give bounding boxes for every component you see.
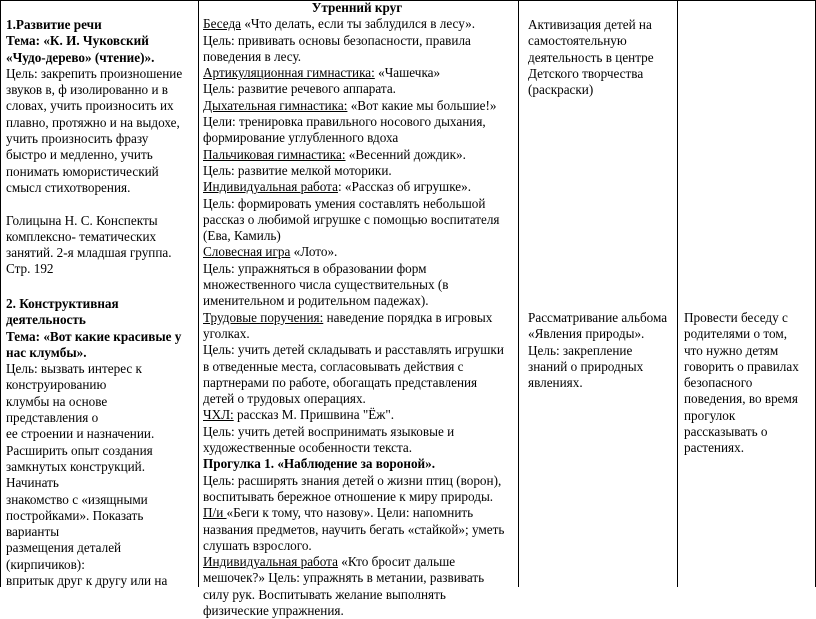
- activity-heading: Трудовые поручения:: [203, 309, 324, 325]
- lesson-1-source: [6, 213, 195, 278]
- activity-heading: Артикуляционная гимнастика:: [203, 65, 375, 81]
- text-line: звуков в, ф изолированно и в: [6, 82, 169, 98]
- activity-text: Цели: тренировка правильного носового дыхания,: [203, 114, 486, 130]
- activity-line: [203, 81, 511, 97]
- independent-activity-column: [528, 17, 676, 98]
- activity-line: [203, 489, 511, 505]
- activity-line: [203, 114, 511, 130]
- text-line: «Чудо-дерево» (чтение)».: [6, 49, 155, 65]
- activity-text: в отведенные места, согласовывать действия с: [203, 358, 464, 374]
- lesson-2-title: [6, 296, 195, 361]
- independent-activity-top: [528, 17, 676, 98]
- parents-work-text: [684, 310, 810, 457]
- activity-text: формирование углубленного вдоха: [203, 130, 399, 146]
- text-line: постройками». Показать: [6, 507, 144, 523]
- activity-line: [203, 326, 511, 342]
- text-line: Провести беседу с: [684, 310, 788, 325]
- parents-work-column: [684, 310, 810, 457]
- activity-text: : «Рассказ об игрушке».: [337, 179, 472, 195]
- text-line: знакомство с «изящными: [6, 491, 148, 507]
- text-line: что нужно детям: [684, 342, 779, 358]
- activity-text: партнерами по работе, обогащать представления: [203, 374, 478, 390]
- activity-text: воспитывать бережное отношение к миру природы.: [203, 488, 494, 504]
- activity-line: [203, 293, 511, 309]
- text-line: 2. Конструктивная: [6, 296, 119, 311]
- text-line: Начинать: [6, 475, 59, 491]
- text-line: Цель: закрепление: [528, 342, 633, 358]
- activity-text: слушать взрослого.: [203, 537, 312, 553]
- activity-text: рассказ М. Пришвина "Ёж".: [233, 407, 395, 423]
- activity-heading: Индивидуальная работа: [203, 179, 338, 195]
- activity-line: [203, 196, 511, 212]
- text-line: Цель: закрепить произношение: [6, 65, 183, 81]
- text-line: замкнутых конструкций.: [6, 458, 146, 474]
- text-line: самостоятельную: [528, 33, 627, 49]
- activity-text: «Весенний дождик».: [345, 146, 466, 162]
- text-line: рассказывать о: [684, 424, 768, 440]
- lesson-2-goal: [6, 361, 195, 589]
- morning-circle-header: Утренний круг: [311, 0, 403, 15]
- activity-line: [203, 342, 511, 358]
- text-line: нас клумбы».: [6, 344, 87, 360]
- activity-line: [203, 440, 511, 456]
- activity-text: Цель: прививать основы безопасности, правила: [203, 32, 471, 48]
- lesson-1-goal: [6, 66, 195, 196]
- text-line: поведения, во время: [684, 391, 798, 407]
- table-left-border: [0, 0, 1, 587]
- activity-line: [203, 49, 511, 65]
- text-line: безопасного: [684, 375, 753, 391]
- text-line: клумбы на основе: [6, 393, 108, 409]
- text-line: понимать юмористический: [6, 163, 159, 179]
- column-divider-1: [198, 0, 199, 587]
- activity-line: [203, 310, 511, 326]
- activity-line: [203, 505, 511, 521]
- activity-line: [203, 473, 511, 489]
- text-line: Рассматривание альбома: [528, 310, 668, 325]
- activity-line: [203, 391, 511, 407]
- activity-line: [203, 424, 511, 440]
- text-line: «Явления природы».: [528, 326, 645, 342]
- text-line: комплексно- тематических: [6, 228, 157, 244]
- activity-line: [203, 603, 511, 619]
- activity-heading: П/и: [203, 505, 227, 521]
- activity-line: [203, 554, 511, 570]
- activity-text: «Кто бросит дальше: [337, 554, 456, 570]
- text-line: родителями о том,: [684, 326, 788, 342]
- activity-text: поведения в лесу.: [203, 48, 302, 64]
- daily-activities-column: [203, 0, 511, 619]
- activity-text: «Беги к тому, что назову». Цели: напомнить: [226, 505, 474, 521]
- text-line: плавно, протяжно и на выдохе,: [6, 114, 180, 130]
- activity-line: [203, 163, 511, 179]
- text-line: смысл стихотворения.: [6, 179, 131, 195]
- activity-heading: Словесная игра: [203, 244, 291, 260]
- text-line: словах, учить произносить их: [6, 98, 174, 114]
- lesson-1-title: [6, 17, 195, 66]
- text-line: быстро и медленно, учить: [6, 147, 153, 163]
- activity-text: «Вот какие мы большие!»: [347, 97, 497, 113]
- activity-text: Цель: учить детей складывать и расставлять игрушки: [203, 342, 504, 358]
- activity-text: Цель: развитие мелкой моторики.: [203, 162, 392, 178]
- activity-text: Цель: учить детей воспринимать языковые и: [203, 423, 455, 439]
- activity-line: [203, 538, 511, 554]
- activity-text: Прогулка 1. «Наблюдение за вороной».: [203, 456, 436, 472]
- text-line: (раскраски): [528, 82, 594, 98]
- activity-line: [203, 522, 511, 538]
- activity-line: [203, 228, 511, 244]
- activity-line: [203, 407, 511, 423]
- text-line: учить произносить фразу: [6, 131, 149, 147]
- activity-text: названия предметов, научить бегать «стайкой»; уметь: [203, 521, 505, 537]
- activity-line: [203, 359, 511, 375]
- activities-list: [203, 16, 511, 619]
- activity-line: [203, 587, 511, 603]
- activity-heading: ЧХЛ:: [203, 407, 234, 423]
- text-line: ее строении и назначении.: [6, 426, 155, 442]
- activity-text: Цель: формировать умения составлять небольшой: [203, 195, 486, 211]
- activity-text: именительном и родительном падежах).: [203, 293, 429, 309]
- activity-text: наведение порядка в игровых: [323, 309, 493, 325]
- activity-text: «Что делать, если ты заблудился в лесу».: [241, 16, 476, 32]
- activity-line: [203, 261, 511, 277]
- independent-activity-column-part-2: [528, 310, 676, 391]
- activity-line: [203, 16, 511, 32]
- activity-text: Цель: развитие речевого аппарата.: [203, 81, 396, 97]
- column-divider-2: [518, 0, 519, 587]
- text-line: варианты: [6, 524, 60, 540]
- activity-line: [203, 456, 511, 472]
- text-line: размещения деталей: [6, 540, 122, 556]
- column-divider-3: [677, 0, 678, 587]
- text-line: конструированию: [6, 377, 107, 393]
- activity-text: «Чашечка»: [374, 65, 441, 81]
- activity-line: [203, 244, 511, 260]
- text-line: Тема: «Вот какие красивые у: [6, 328, 182, 344]
- text-line: Голицына Н. С. Конспекты: [6, 212, 158, 228]
- lessons-column-part-2: [6, 296, 195, 589]
- text-line: деятельность: [6, 312, 86, 328]
- activity-text: уголках.: [203, 325, 250, 341]
- activity-line: [203, 33, 511, 49]
- activity-text: мешочек?» Цель: упражнять в метании, развивать: [203, 570, 485, 586]
- text-line: занятий. 2-я младшая группа.: [6, 245, 172, 261]
- text-line: явлениях.: [528, 375, 583, 391]
- text-line: Детского творчества: [528, 65, 644, 81]
- text-line: знаний о природных: [528, 358, 644, 374]
- activity-text: художественные особенности текста.: [203, 440, 413, 456]
- activity-heading: Беседа: [203, 16, 242, 32]
- activity-line: [203, 212, 511, 228]
- activity-text: множественного числа существительных (в: [203, 277, 449, 293]
- activity-text: физические упражнения.: [203, 602, 344, 618]
- activity-line: [203, 130, 511, 146]
- text-line: прогулок: [684, 407, 736, 423]
- text-line: деятельность в центре: [528, 49, 654, 65]
- activity-text: детей о трудовых операциях.: [203, 391, 366, 407]
- activity-text: рассказ о любимой игрушке с помощью воспитателя: [203, 211, 500, 227]
- text-line: Расширить опыт создания: [6, 442, 153, 458]
- activity-text: Цель: расширять знания детей о жизни птиц (ворон),: [203, 472, 502, 488]
- text-line: Цель: вызвать интерес к: [6, 361, 142, 377]
- activity-heading: Дыхательная гимнастика:: [203, 97, 348, 113]
- activity-line: [203, 147, 511, 163]
- activity-text: Цель: упражняться в образовании форм: [203, 260, 427, 276]
- activity-line: [203, 65, 511, 81]
- text-line: 1.Развитие речи: [6, 17, 102, 32]
- text-line: Активизация детей на: [528, 17, 652, 32]
- activity-line: [203, 98, 511, 114]
- independent-activity-bottom: [528, 310, 676, 391]
- activity-line: [203, 375, 511, 391]
- text-line: Стр. 192: [6, 261, 54, 277]
- text-line: Тема: «К. И. Чуковский: [6, 33, 149, 49]
- text-line: представления о: [6, 410, 99, 426]
- activity-line: [203, 179, 511, 195]
- activity-line: [203, 277, 511, 293]
- text-line: говорить о правилах: [684, 358, 799, 374]
- activity-heading: Пальчиковая гимнастика:: [203, 146, 346, 162]
- text-line: растениях.: [684, 440, 744, 456]
- text-line: впритык друг к другу или на: [6, 573, 168, 589]
- text-line: (кирпичиков):: [6, 556, 85, 572]
- activity-text: (Ева, Камиль): [203, 228, 281, 244]
- activity-line: [203, 570, 511, 586]
- activity-heading: Индивидуальная работа: [203, 554, 338, 570]
- activity-text: силу рук. Воспитывать желание выполнять: [203, 586, 446, 602]
- activity-text: «Лото».: [290, 244, 338, 260]
- lessons-column: [6, 17, 195, 278]
